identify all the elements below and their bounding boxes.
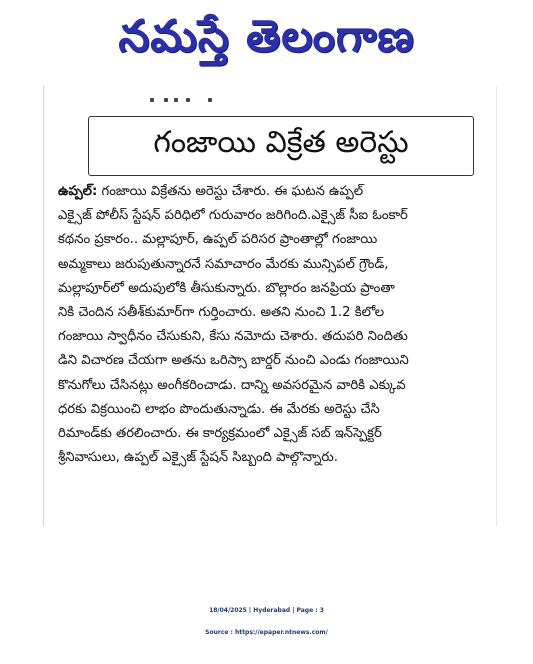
article-line: రిమాండ్‌కు తరలించారు. ఈ కార్యక్రమంలో ఎక్సైజ్ సబ్ ఇన్‌స్పెక్టర్ [58, 425, 382, 441]
masthead-title: నమస్తే తెలంగాణ [118, 11, 415, 62]
clipping-footer [0, 600, 533, 644]
artifact-dot [186, 98, 190, 102]
article-dateline: ఉప్పల్: [58, 184, 98, 199]
article-line: డిని విచారణ చేయగా అతను ఒరిస్సా బార్డర్ నుంచి ఎండు గంజాయిని [58, 353, 409, 369]
article-line: ఎక్సైజ్ పోలీస్ స్టేషన్ పరిధిలో గురువారం జరిగింది.ఎక్సైజ్ సీఐ ఓంకార్ [58, 208, 408, 224]
footer-source: Source : https://epaper.ntnews.com/ [205, 629, 328, 636]
artifact-dot [164, 98, 168, 102]
article-line: అమ్మకాలు జరుపుతున్నారనే సమాచారం మేరకు మున్సిపల్ గ్రౌండ్, [58, 256, 389, 272]
headline-box [88, 116, 474, 176]
article-line: కథనం ప్రకారం.. మల్లాపూర్, ఉప్పల్ పరిసర ప్రాంతాల్లో గంజాయి [58, 232, 378, 248]
footer-date-edition: 18/04/2025 | Hyderabad | Page : 3 [209, 607, 324, 614]
artifact-dot [150, 98, 154, 102]
newspaper-masthead [8, 6, 525, 78]
artifact-dot [208, 98, 212, 102]
article-line-text: గంజాయి విక్రేతను అరెస్టు చేశారు. ఈ ఘటన ఉప్పల్ [101, 184, 364, 199]
article-line: కొనుగోలు చేసినట్లు అంగీకరించాడు. దాన్ని అవసరమైన వారికి ఎక్కువ [58, 377, 406, 393]
article-body [58, 180, 486, 525]
artifact-dot [174, 98, 178, 102]
article-headline: గంజాయి విక్రేత అరెస్టు [153, 125, 409, 160]
clipping-artifact-dots [150, 98, 230, 104]
article-line: ధరకు విక్రయించి లాభం పొందుతున్నాడు. ఈ మేరకు అరెస్టు చేసి [58, 401, 380, 417]
article-line [58, 180, 486, 204]
article-line: నికి చెందిన సతీశ్‌కుమార్‌గా గుర్తించారు. అతని నుంచి 1.2 కిలోల [58, 304, 385, 320]
article-line: మల్లాపూర్‌లో అదుపులోకి తీసుకున్నారు. బొల్లారం జనప్రియ ప్రాంతా [58, 280, 395, 296]
article-line: శ్రీనివాసులు, ఉప్పల్ ఎక్సైజ్ స్టేషన్ సిబ్బంది పాల్గొన్నారు. [58, 450, 338, 466]
article-line: గంజాయి స్వాధీనం చేసుకుని, కేసు నమోదు చెశారు. తదుపరి నిందితు [58, 329, 408, 345]
